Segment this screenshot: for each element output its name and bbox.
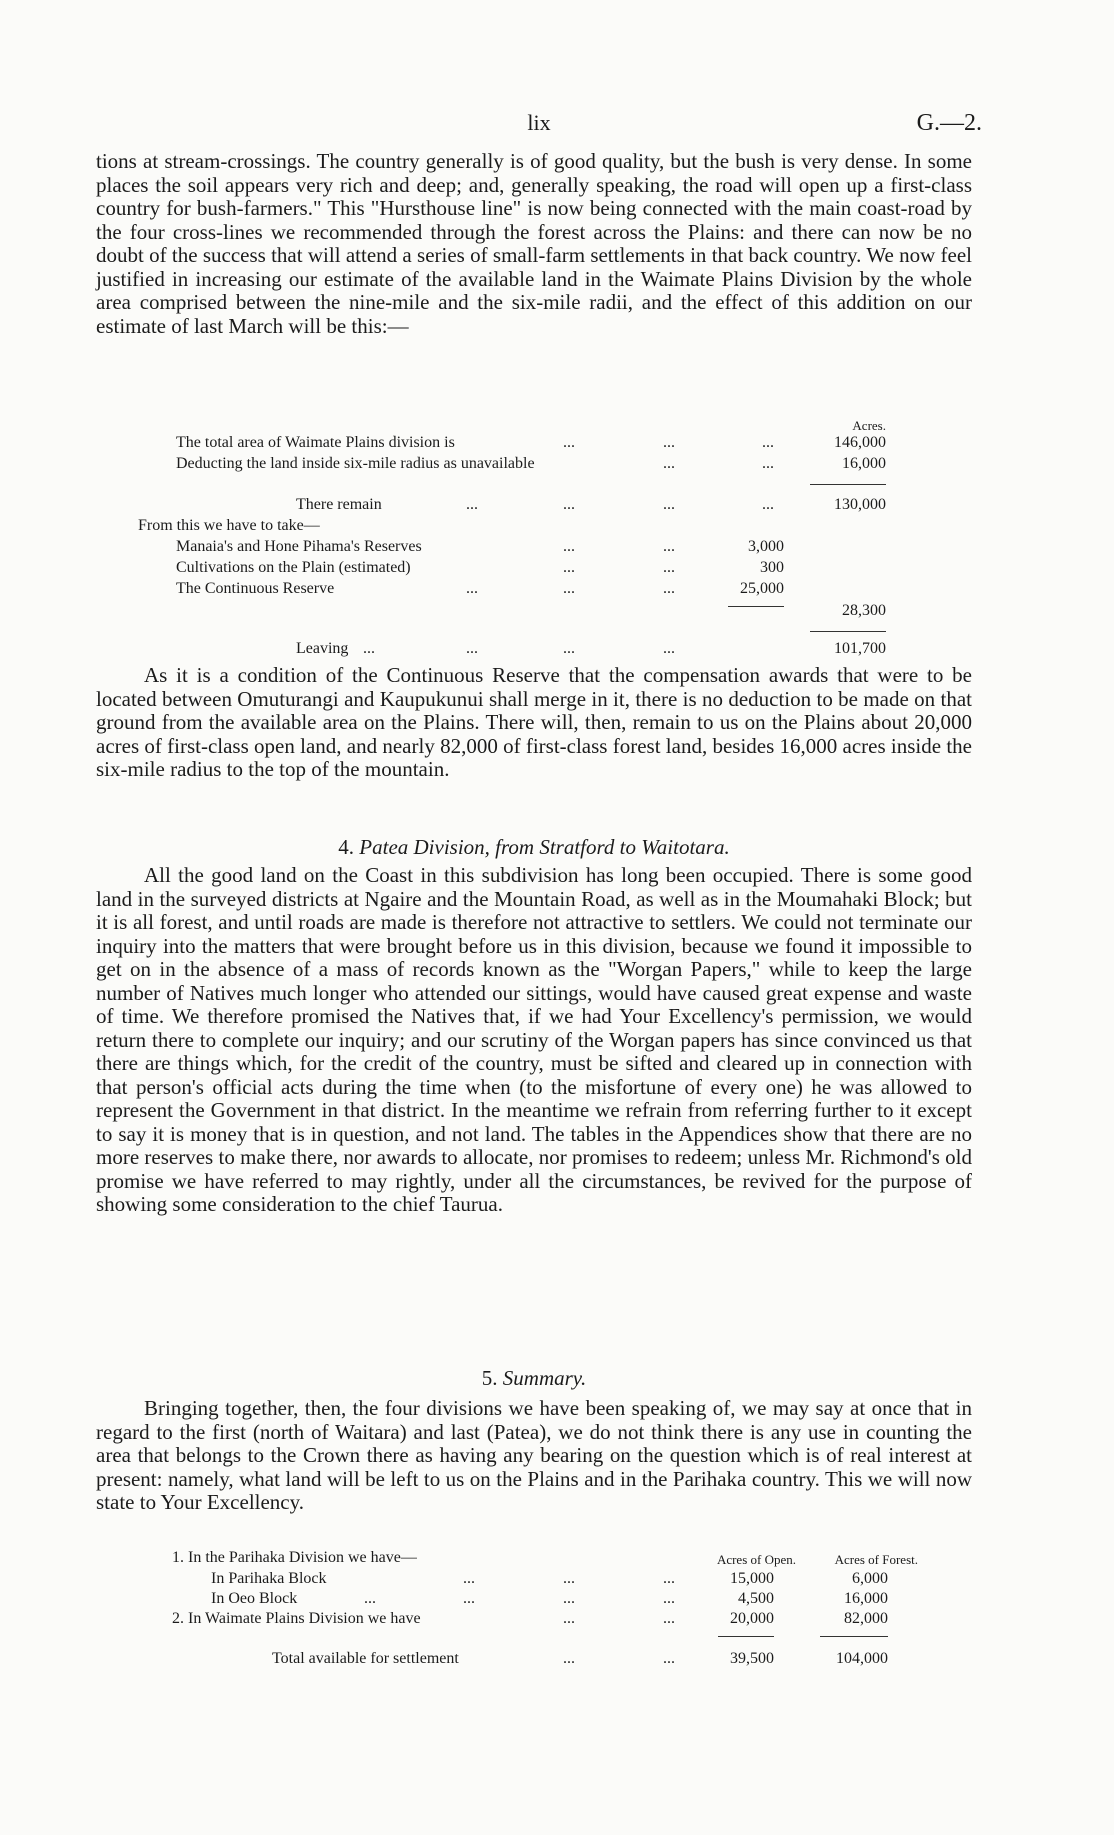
total-open-value: 39,500 [730, 1650, 774, 1667]
open-value: 4,500 [738, 1590, 774, 1607]
leader: ... [663, 559, 675, 576]
leader: ... [563, 538, 575, 555]
division-1-label: 1. In the Parihaka Division we have— [172, 1549, 417, 1566]
leader: ... [463, 1590, 475, 1607]
document-reference: G.—2. [916, 110, 982, 136]
leaving-value: 101,700 [834, 640, 886, 657]
leader: ... [663, 640, 675, 657]
deduct-label: Deducting the land inside six-mile radius as unavailable [176, 455, 535, 472]
leader: ... [663, 496, 675, 513]
unit-header: Acres. [852, 418, 886, 433]
leader: ... [663, 1650, 675, 1667]
forest-value: 16,000 [844, 1590, 888, 1607]
leaving-label: Leaving [296, 640, 349, 657]
open-value: 20,000 [730, 1610, 774, 1627]
leader: ... [563, 1650, 575, 1667]
sum-rule [810, 631, 886, 632]
total-area-value: 146,000 [834, 434, 886, 451]
forest-column-header: Acres of Forest. [834, 1552, 918, 1567]
leader: ... [466, 640, 478, 657]
total-forest-value: 104,000 [836, 1650, 888, 1667]
leader: ... [762, 455, 774, 472]
leader: ... [563, 640, 575, 657]
leader: ... [563, 1610, 575, 1627]
page-header [96, 110, 982, 140]
leader: ... [663, 538, 675, 555]
forest-value: 6,000 [852, 1570, 888, 1587]
leader: ... [563, 496, 575, 513]
deduct-value: 16,000 [842, 455, 886, 472]
paragraph-continuous-reserve: As it is a condition of the Continuous Reserve that the compensation awards that were to be located between Omuturangi and Kaupukunui shall merge in it, there is no deduction to be made on that ground from the available area on the Plains. There will, then, remain to us on the Plains about 20,000 acres of first-class open land, and nearly 82,000 of first-class forest land, besides 16,000 acres inside the six-mile radius to the top of the mountain. [96, 663, 972, 781]
leader: ... [563, 1570, 575, 1587]
page-number: lix [527, 110, 551, 135]
forest-value: 82,000 [844, 1610, 888, 1627]
total-area-label: The total area of Waimate Plains division is [176, 434, 455, 451]
paragraph-patea: All the good land on the Coast in this subdivision has long been occupied. There is some good land in the surveyed districts at Ngaire and the Mountain Road, as well as in the Moumahaki Block; but it is all forest, and until roads are made is therefore not attractive to settlers. We could not terminate our inquiry into the matters that were brought before us in this division, because we found it impossible to get on in the absence of a mass of records known as the "Worgan Papers," while to keep the large number of Natives much longer who attended our sittings, would have caused great expense and waste of time. We therefore promised the Natives that, if we had Your Excellency's permission, we would return there to complete our inquiry; and our scrutiny of the Worgan papers has since convinced us that there are things which, for the credit of the country, must be sifted and cleared up in connection with that person's official acts during the time when (to the misfortune of every one) he was allowed to represent the Government in that district. In the meantime we refrain from referring further to it except to say it is money that is in question, and not land. The tables in the Appendices show that there are no more reserves to make there, nor awards to allocate, nor promises to redeem; unless Mr. Richmond's old promise we have referred to may rightly, under all the circumstances, be revived for the purpose of showing some consideration to the chief Taurua. [96, 863, 972, 1216]
leader: ... [663, 580, 675, 597]
item-label: Manaia's and Hone Pihama's Reserves [176, 538, 422, 555]
sum-rule [810, 484, 886, 485]
take-label: From this we have to take— [138, 517, 320, 534]
sum-rule [820, 1636, 888, 1637]
division-2-label: 2. In Waimate Plains Division we have [172, 1610, 421, 1627]
section-title: Patea Division, from Stratford to Waitotara. [359, 835, 730, 859]
section-number: 5. [481, 1366, 498, 1390]
leader: ... [466, 580, 478, 597]
sum-rule [718, 1636, 774, 1637]
section-title: Summary. [502, 1366, 587, 1390]
section-number: 4. [338, 835, 355, 859]
open-value: 15,000 [730, 1570, 774, 1587]
leader: ... [563, 580, 575, 597]
total-label: Total available for settlement [272, 1650, 459, 1667]
subtotal-value: 28,300 [842, 602, 886, 619]
block-label: In Oeo Block [211, 1590, 298, 1607]
paragraph-hursthouse: tions at stream-crossings. The country generally is of good quality, but the bush is very dense. In some places the soil appears very rich and deep; and, generally speaking, the road will open up a first-class country for bush-farmers." This "Hursthouse line" is now being connected with the main coast-road by the four cross-lines we recommended through the forest across the Plains: and there can now be no doubt of the success that will attend a series of small-farm settlements in that back country. We now feel justified in increasing our estimate of the available land in the Waimate Plains Division by the whole area comprised between the nine-mile and the six-mile radii, and the effect of this addition on our estimate of last March will be this:— [96, 149, 972, 338]
leader: ... [663, 1570, 675, 1587]
remain-value: 130,000 [834, 496, 886, 513]
leader: ... [663, 434, 675, 451]
leader: ... [762, 496, 774, 513]
leader: ... [463, 1570, 475, 1587]
leader: ... [563, 559, 575, 576]
leader: ... [663, 455, 675, 472]
leader: ... [663, 1590, 675, 1607]
leader: ... [466, 496, 478, 513]
sum-rule [728, 606, 784, 607]
block-label: In Parihaka Block [211, 1570, 327, 1587]
item-label: Cultivations on the Plain (estimated) [176, 559, 411, 576]
section-heading-summary [96, 1366, 972, 1391]
item-value: 25,000 [740, 580, 784, 597]
paragraph-summary: Bringing together, then, the four divisions we have been speaking of, we may say at once that in regard to the first (north of Waitara) and last (Patea), we do not think there is any use in counting the area that belongs to the Crown there as having any bearing on the question which is of real interest at present: namely, what land will be left to us on the Plains and in the Parihaka country. This we will now state to Your Excellency. [96, 1396, 972, 1514]
open-column-header: Acres of Open. [716, 1552, 796, 1567]
leader: ... [363, 640, 375, 657]
item-value: 3,000 [748, 538, 784, 555]
leader: ... [762, 434, 774, 451]
item-value: 300 [760, 559, 784, 576]
item-label: The Continuous Reserve [176, 580, 335, 597]
leader: ... [663, 1610, 675, 1627]
leader: ... [563, 434, 575, 451]
remain-label: There remain [296, 496, 382, 513]
leader: ... [364, 1590, 376, 1607]
section-heading-patea [96, 835, 972, 860]
leader: ... [563, 1590, 575, 1607]
